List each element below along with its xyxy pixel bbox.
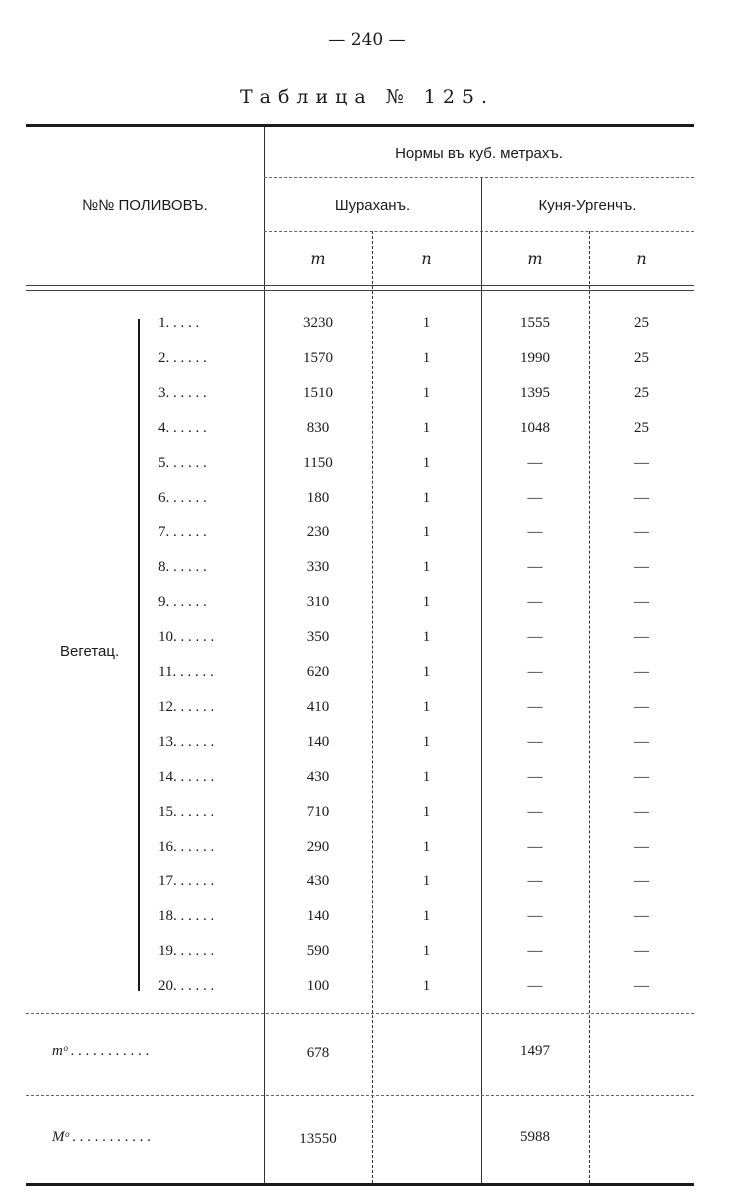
cell-m-shurakhan: 140: [306, 908, 330, 924]
cell-n-kunya: —: [634, 943, 649, 959]
cell-n-kunya: —: [634, 664, 649, 680]
row-label: 15. . . . . .: [158, 804, 215, 820]
cell-m-kunya: —: [527, 873, 543, 889]
row-label: 17. . . . . .: [158, 873, 215, 889]
header-m-shurakhan: m: [310, 249, 326, 268]
cell-m-shurakhan: 620: [306, 664, 330, 680]
cell-m-shurakhan: 1570: [303, 350, 333, 366]
header-shurakhan: Шураханъ.: [334, 197, 411, 214]
cell-n-shurakhan: 1: [422, 455, 431, 471]
rule-header-end-2: [26, 290, 694, 291]
cell-n-kunya: —: [634, 629, 649, 645]
header-n-shurakhan: n: [421, 249, 432, 268]
page-number: — 240 —: [328, 30, 406, 50]
cell-m-shurakhan: 430: [306, 873, 330, 889]
row-label: 14. . . . . .: [158, 769, 215, 785]
cell-m-shurakhan: 330: [306, 559, 330, 575]
cell-m-kunya: —: [527, 804, 543, 820]
cell-n-shurakhan: 1: [422, 490, 431, 506]
cell-m-kunya: 1555: [520, 315, 550, 331]
cell-n-kunya: —: [634, 559, 649, 575]
cell-m-shurakhan: 590: [306, 943, 330, 959]
cell-n-shurakhan: 1: [422, 350, 431, 366]
cell-n-kunya: —: [634, 455, 649, 471]
cell-n-kunya: —: [634, 699, 649, 715]
header-irrigations: №№ ПОЛИВОВЪ.: [82, 197, 208, 214]
table-title: Таблица № 125.: [239, 86, 495, 108]
total-kunya: 5988: [520, 1129, 550, 1145]
total-label: Mᵒ . . . . . . . . . . .: [52, 1129, 152, 1145]
cell-n-kunya: —: [634, 769, 649, 785]
row-label: 4. . . . . .: [158, 420, 207, 436]
cell-n-shurakhan: 1: [422, 629, 431, 645]
cell-n-shurakhan: 1: [422, 839, 431, 855]
cell-n-shurakhan: 1: [422, 908, 431, 924]
cell-m-shurakhan: 350: [306, 629, 330, 645]
cell-n-kunya: 25: [634, 350, 649, 366]
row-label: 7. . . . . .: [158, 524, 207, 540]
cell-m-shurakhan: 3230: [303, 315, 333, 331]
row-label: 18. . . . . .: [158, 908, 215, 924]
group-label-vegetation: Вегетац.: [60, 643, 120, 660]
cell-n-kunya: 25: [634, 385, 649, 401]
cell-m-kunya: —: [527, 769, 543, 785]
cell-m-shurakhan: 430: [306, 769, 330, 785]
rule-header-end-1: [26, 285, 694, 286]
cell-m-kunya: —: [527, 839, 543, 855]
vegetation-brace: [138, 319, 140, 991]
cell-m-kunya: —: [527, 734, 543, 750]
cell-n-shurakhan: 1: [422, 734, 431, 750]
cell-m-kunya: —: [527, 908, 543, 924]
cell-n-shurakhan: 1: [422, 699, 431, 715]
rule-before-total: [26, 1095, 694, 1096]
cell-n-shurakhan: 1: [422, 524, 431, 540]
cell-m-kunya: —: [527, 943, 543, 959]
cell-n-kunya: 25: [634, 420, 649, 436]
cell-n-kunya: —: [634, 524, 649, 540]
row-label: 6. . . . . .: [158, 490, 207, 506]
row-label: 5. . . . . .: [158, 455, 207, 471]
cell-n-kunya: —: [634, 490, 649, 506]
mean-shurakhan: 678: [306, 1045, 330, 1061]
cell-m-kunya: —: [527, 524, 543, 540]
cell-m-kunya: —: [527, 455, 543, 471]
cell-m-shurakhan: 140: [306, 734, 330, 750]
row-label: 10. . . . . .: [158, 629, 215, 645]
row-label: 2. . . . . .: [158, 350, 207, 366]
cell-m-shurakhan: 1510: [303, 385, 333, 401]
cell-n-shurakhan: 1: [422, 664, 431, 680]
cell-n-shurakhan: 1: [422, 420, 431, 436]
cell-m-shurakhan: 410: [306, 699, 330, 715]
cell-n-kunya: —: [634, 734, 649, 750]
cell-n-kunya: —: [634, 804, 649, 820]
cell-m-shurakhan: 830: [306, 420, 330, 436]
cell-m-shurakhan: 710: [306, 804, 330, 820]
cell-n-shurakhan: 1: [422, 594, 431, 610]
cell-m-kunya: 1395: [520, 385, 550, 401]
rule-under-norms: [264, 177, 694, 178]
row-label: 16. . . . . .: [158, 839, 215, 855]
mean-label: mᵒ . . . . . . . . . . .: [52, 1043, 150, 1059]
cell-n-kunya: —: [634, 908, 649, 924]
row-label: 9. . . . . .: [158, 594, 207, 610]
row-label: 20. . . . . .: [158, 978, 215, 994]
row-label: 13. . . . . .: [158, 734, 215, 750]
row-label: 19. . . . . .: [158, 943, 215, 959]
mean-kunya: 1497: [520, 1043, 550, 1059]
row-label: 11. . . . . .: [158, 664, 214, 680]
cell-m-kunya: —: [527, 629, 543, 645]
cell-m-shurakhan: 310: [306, 594, 330, 610]
header-n-kunya: n: [636, 249, 647, 268]
cell-m-shurakhan: 100: [306, 978, 330, 994]
cell-n-shurakhan: 1: [422, 559, 431, 575]
cell-m-shurakhan: 290: [306, 839, 330, 855]
row-label: 3. . . . . .: [158, 385, 207, 401]
rule-under-groups: [264, 231, 694, 232]
row-label: 1. . . . .: [158, 315, 200, 331]
cell-n-shurakhan: 1: [422, 315, 431, 331]
data-table: [26, 124, 694, 1186]
cell-m-kunya: —: [527, 490, 543, 506]
cell-n-shurakhan: 1: [422, 769, 431, 785]
cell-n-shurakhan: 1: [422, 385, 431, 401]
cell-n-shurakhan: 1: [422, 873, 431, 889]
cell-m-shurakhan: 180: [306, 490, 330, 506]
header-norms: Нормы въ куб. метрахъ.: [395, 145, 563, 162]
header-m-kunya: m: [527, 249, 543, 268]
row-label: 12. . . . . .: [158, 699, 215, 715]
cell-m-kunya: —: [527, 664, 543, 680]
cell-m-shurakhan: 230: [306, 524, 330, 540]
cell-n-shurakhan: 1: [422, 978, 431, 994]
cell-m-kunya: —: [527, 594, 543, 610]
cell-n-kunya: —: [634, 978, 649, 994]
cell-n-shurakhan: 1: [422, 804, 431, 820]
cell-n-kunya: —: [634, 839, 649, 855]
cell-m-kunya: —: [527, 699, 543, 715]
cell-m-kunya: —: [527, 559, 543, 575]
cell-m-kunya: —: [527, 978, 543, 994]
cell-n-shurakhan: 1: [422, 943, 431, 959]
rule-before-mean: [26, 1013, 694, 1014]
cell-n-kunya: 25: [634, 315, 649, 331]
cell-n-kunya: —: [634, 873, 649, 889]
cell-m-kunya: 1048: [520, 420, 550, 436]
cell-n-kunya: —: [634, 594, 649, 610]
header-kunya-urgench: Куня-Ургенчъ.: [538, 197, 637, 214]
cell-m-kunya: 1990: [520, 350, 550, 366]
total-shurakhan: 13550: [299, 1131, 337, 1147]
row-label: 8. . . . . .: [158, 559, 207, 575]
cell-m-shurakhan: 1150: [303, 455, 333, 471]
